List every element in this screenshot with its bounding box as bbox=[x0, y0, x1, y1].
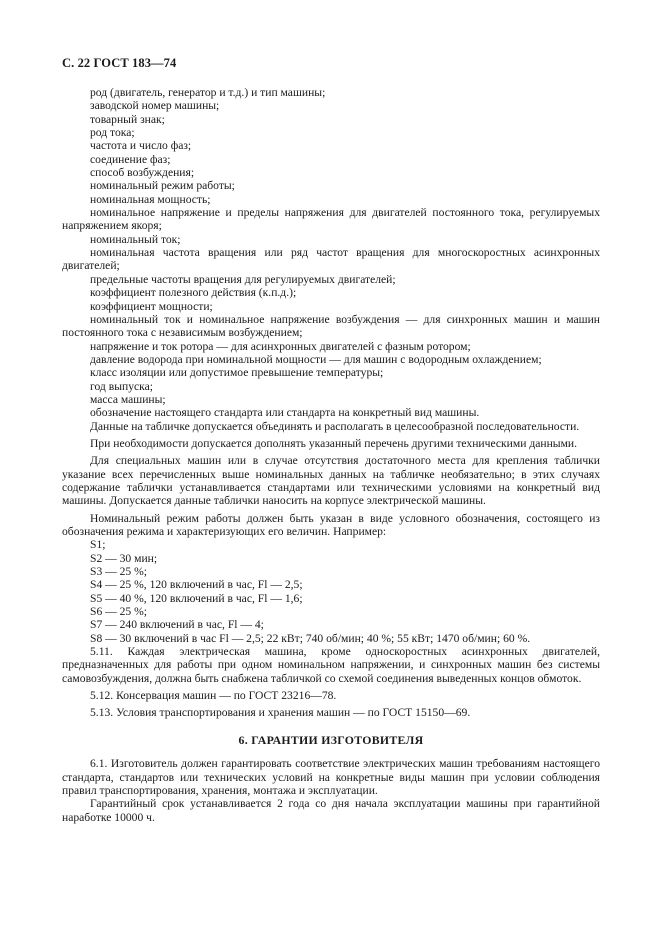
list-item: коэффициент мощности; bbox=[90, 299, 213, 313]
list-item: коэффициент полезного действия (к.п.д.); bbox=[90, 286, 297, 300]
paragraph-special-machines: Для специальных машин или в случае отсутствия достаточного места для крепления таблички указание всех перечисленных выше номинальных данных на табличке необязательно; в этих случаях содержание таблички устанавливается стандартами или техническими условиями на конкретный вид машины. Допускается данные таблички наносить на корпусе электрической машины. bbox=[62, 454, 600, 508]
clause-5-12: 5.12. Консервация машин — по ГОСТ 23216—78. bbox=[90, 689, 337, 703]
list-item: род (двигатель, генератор и т.д.) и тип машины; bbox=[90, 86, 326, 99]
list-item: масса машины; bbox=[90, 392, 166, 406]
page-header: С. 22 ГОСТ 183—74 bbox=[62, 56, 177, 70]
list-item: заводской номер машины; bbox=[90, 99, 220, 113]
list-item: род тока; bbox=[90, 126, 135, 140]
mode-item: S6 — 25 %; bbox=[90, 605, 148, 619]
list-item: давление водорода при номинальной мощности — для машин с водородным охлаждением; bbox=[90, 352, 542, 366]
document-body bbox=[62, 86, 600, 824]
list-item: товарный знак; bbox=[90, 112, 165, 126]
paragraph-supplement: При необходимости допускается дополнять указанный перечень другими техническими данными. bbox=[90, 436, 578, 450]
clause-5-13: 5.13. Условия транспортирования и хранения машин — по ГОСТ 15150—69. bbox=[90, 706, 471, 720]
mode-item: S1; bbox=[90, 538, 106, 552]
list-item: год выпуска; bbox=[90, 379, 153, 393]
mode-item: S4 — 25 %, 120 включений в час, Fl — 2,5; bbox=[90, 578, 303, 592]
mode-item: S7 — 240 включений в час, Fl — 4; bbox=[90, 618, 264, 632]
mode-item: S8 — 30 включений в час Fl — 2,5; 22 кВт; 740 об/мин; 40 %; 55 кВт; 1470 об/мин; 60 %. bbox=[90, 631, 531, 645]
mode-item: S3 — 25 %; bbox=[90, 565, 148, 579]
list-item: напряжение и ток ротора — для асинхронных двигателей с фазным ротором; bbox=[90, 339, 471, 353]
section-title: 6. ГАРАНТИИ ИЗГОТОВИТЕЛЯ bbox=[238, 732, 424, 747]
list-item: способ возбуждения; bbox=[90, 166, 195, 180]
list-item: частота и число фаз; bbox=[90, 139, 192, 153]
paragraph-warranty: Гарантийный срок устанавливается 2 года со дня начала эксплуатации машины при гарантийной наработке 10000 ч. bbox=[62, 797, 600, 824]
paragraph-speed: номинальная частота вращения или ряд частот вращения для многоскоростных асинхронных двигателей; bbox=[62, 246, 600, 273]
list-item: предельные частоты вращения для регулируемых двигателей; bbox=[90, 272, 396, 286]
paragraph-excitation: номинальный ток и номинальное напряжение возбуждения — для синхронных машин и машин постоянного тока с независимым возбуждением; bbox=[62, 312, 600, 340]
list-item: класс изоляции или допустимое превышение температуры; bbox=[90, 366, 384, 380]
list-item: соединение фаз; bbox=[90, 152, 171, 166]
list-item: номинальная мощность; bbox=[90, 192, 211, 206]
mode-item: S5 — 40 %, 120 включений в час, Fl — 1,6; bbox=[90, 591, 303, 605]
paragraph-combine: Данные на табличке допускается объединять и располагать в целесообразной последовательности. bbox=[90, 419, 580, 433]
clause-6-1: 6.1. Изготовитель должен гарантировать соответствие электрических машин требованиям настоящего стандарта, стандартов или технических условий на конкретные виды машин при условии соблюдения правил транспортирования, хранения, монтажа и эксплуатации. bbox=[62, 757, 600, 797]
list-item: обозначение настоящего стандарта или стандарта на конкретный вид машины. bbox=[90, 406, 480, 420]
clause-5-11: 5.11. Каждая электрическая машина, кроме односкоростных асинхронных двигателей, предназначенных для работы при одном номинальном напряжении, и синхронных машин без системы самовозбуждения, должна быть снабжена табличкой со схемой соединения выведенных концов обмоток. bbox=[62, 645, 600, 685]
list-item: номинальный ток; bbox=[90, 232, 181, 246]
mode-item: S2 — 30 мин; bbox=[90, 551, 158, 565]
list-item: номинальный режим работы; bbox=[90, 179, 235, 193]
paragraph-voltage: номинальное напряжение и пределы напряжения для двигателей постоянного тока, регулируемых напряжением якоря; bbox=[62, 206, 600, 233]
paragraph-rated-mode: Номинальный режим работы должен быть указан в виде условного обозначения, состоящего из обозначения режима и характеризующих его величин. Например: bbox=[62, 511, 600, 538]
